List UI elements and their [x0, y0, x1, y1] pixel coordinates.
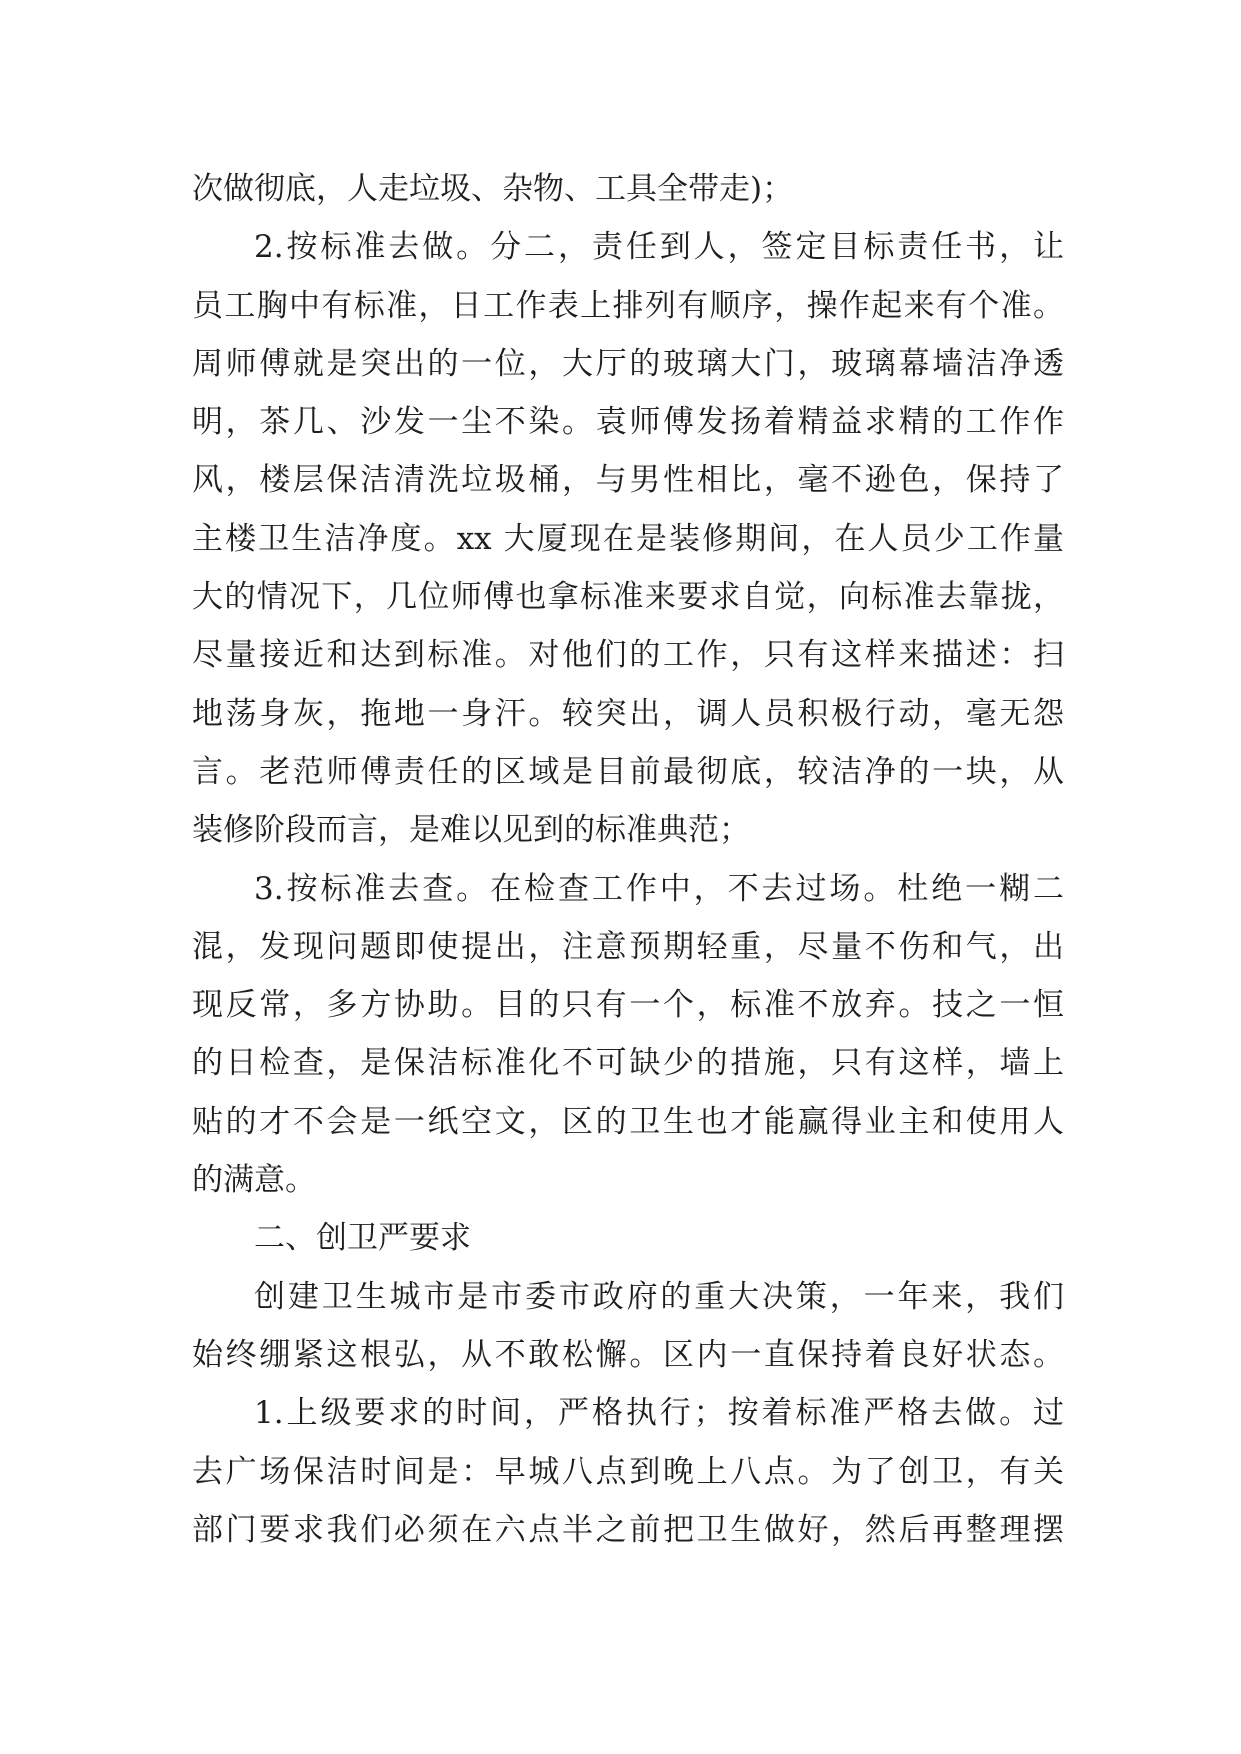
text-line: 创建卫生城市是市委市政府的重大决策，一年来，我们 [254, 1278, 1064, 1315]
text-line: 员工胸中有标准，日工作表上排列有顺序，操作起来有个准。 [192, 287, 1064, 324]
text-line: 1.上级要求的时间，严格执行；按着标准严格去做。过 [254, 1395, 1064, 1432]
text-line: 始终绷紧这根弘，从不敢松懈。区内一直保持着良好状态。 [192, 1336, 1064, 1373]
text-line: 大的情况下，几位师傅也拿标准来要求自觉，向标准去靠拢， [192, 579, 1064, 616]
text-line: 装修阶段而言，是难以见到的标准典范； [192, 812, 750, 849]
text-line: 现反常，多方协助。目的只有一个，标准不放弃。技之一恒 [192, 987, 1064, 1024]
text-line: 部门要求我们必须在六点半之前把卫生做好，然后再整理摆 [192, 1511, 1064, 1548]
text-line: 周师傅就是突出的一位，大厅的玻璃大门，玻璃幕墙洁净透 [192, 345, 1064, 382]
text-line: 次做彻底，人走垃圾、杂物、工具全带走)； [192, 171, 794, 207]
text-line: 混，发现问题即使提出，注意预期轻重，尽量不伤和气，出 [192, 928, 1064, 965]
text-line: 主楼卫生洁净度。xx 大厦现在是装修期间，在人员少工作量 [192, 520, 1064, 557]
text-line: 3.按标准去查。在检查工作中，不去过场。杜绝一糊二 [254, 870, 1064, 907]
text-line: 去广场保洁时间是：早城八点到晚上八点。为了创卫，有关 [192, 1453, 1064, 1490]
text-line: 贴的才不会是一纸空文，区的卫生也才能赢得业主和使用人 [192, 1103, 1064, 1140]
text-line: 2.按标准去做。分二，责任到人，签定目标责任书，让 [254, 229, 1064, 266]
text-line: 二、创卫严要求 [254, 1220, 471, 1257]
text-line: 风，楼层保洁清洗垃圾桶，与男性相比，毫不逊色，保持了 [192, 462, 1064, 499]
text-line: 明，茶几、沙发一尘不染。袁师傅发扬着精益求精的工作作 [192, 404, 1064, 441]
text-line: 的日检查，是保洁标准化不可缺少的措施，只有这样，墙上 [192, 1045, 1064, 1082]
text-line: 的满意。 [192, 1162, 316, 1199]
text-line: 尽量接近和达到标准。对他们的工作，只有这样来描述：扫 [192, 637, 1064, 674]
document-body [192, 160, 1064, 1559]
text-line: 言。老范师傅责任的区域是目前最彻底，较洁净的一块，从 [192, 753, 1064, 790]
text-line: 地荡身灰，拖地一身汗。较突出，调人员积极行动，毫无怨 [192, 695, 1064, 732]
